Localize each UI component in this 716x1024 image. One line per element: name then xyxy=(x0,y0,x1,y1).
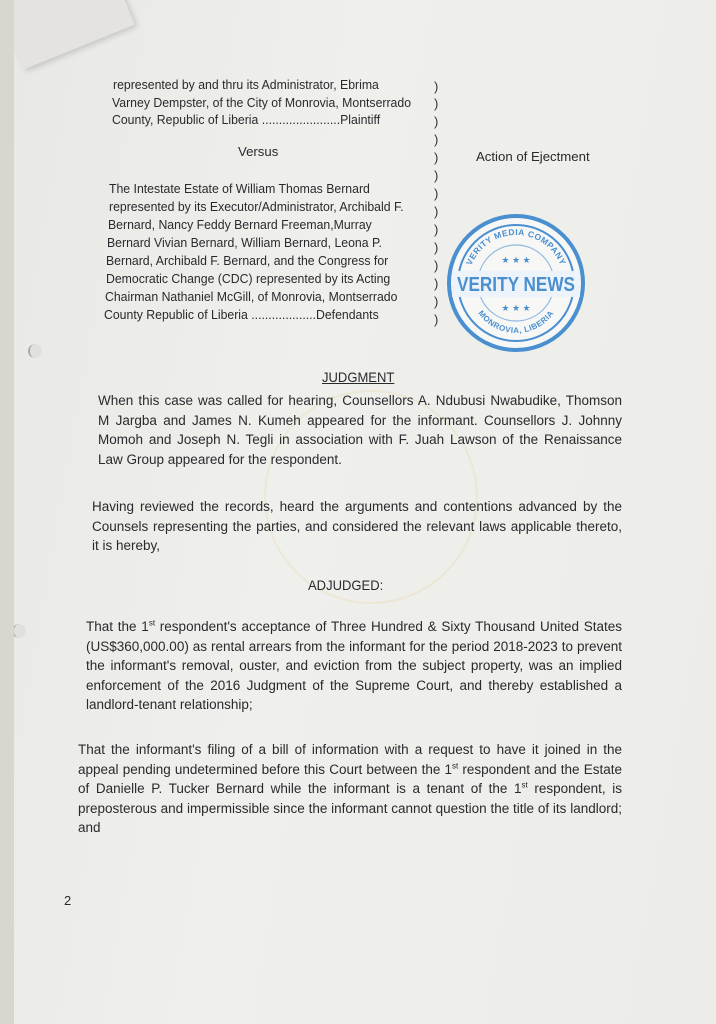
defendant-line: Bernard, Nancy Feddy Bernard Freeman,Murray xyxy=(108,217,372,232)
paragraph-rental-arrears: That the 1st respondent's acceptance of Three Hundred & Sixty Thousand United States (US$360,000.00) as rental arrears from the informant for the period 2018-2023 to prevent the informant's removal, ouster, and eviction from the subject property, was an implied enforcement of the 2016 Judgment of the Supreme Court, and thereby established a landlord-tenant relationship; xyxy=(86,618,622,713)
plaintiff-line: represented by and thru its Administrator, Ebrima xyxy=(113,77,379,92)
defendant-line: represented by its Executor/Administrator, Archibald F. xyxy=(109,199,404,214)
judgment-title: JUDGMENT xyxy=(322,369,395,385)
caption-bracket: ) xyxy=(434,276,439,291)
stamp-stars-top: ★ ★ ★ xyxy=(501,255,531,265)
punch-hole xyxy=(14,624,26,638)
paragraph-appearances: When this case was called for hearing, Counsellors A. Ndubusi Nwabudike, Thomson M Jargba and James N. Kumeh appeared for the informant. Counsellors J. Johnny Momoh and Joseph N. Tegli in association with F. Juah Lawson of the Renaissance Law Group appeared for the respondent. xyxy=(98,393,622,467)
caption-bracket: ) xyxy=(434,168,439,183)
verity-news-stamp xyxy=(446,213,586,353)
defendant-line: County Republic of Liberia ...................Defendants xyxy=(104,307,379,322)
caption-bracket: ) xyxy=(434,204,439,219)
caption-bracket: ) xyxy=(434,132,439,147)
defendant-line: Democratic Change (CDC) represented by its Acting xyxy=(106,271,391,286)
stamp-top-text: VERITY MEDIA COMPANY xyxy=(463,226,569,267)
paragraph-review: Having reviewed the records, heard the arguments and contentions advanced by the Counsels representing the parties, and considered the relevant laws applicable thereto, it is hereby, xyxy=(92,499,622,554)
punch-hole xyxy=(28,344,42,358)
paragraph-bill-of-information: That the informant's filing of a bill of information with a request to have it joined in the appeal pending undetermined before this Court between the 1st respondent and the Estate of Danielle P. Tucker Bernard while the informant is a tenant of the 1st respondent, is preposterous and impermissible since the informant cannot question the title of its landlord; and xyxy=(78,742,623,836)
versus-label: Versus xyxy=(238,144,279,159)
caption-bracket: ) xyxy=(434,240,439,255)
caption-bracket: ) xyxy=(434,79,439,94)
document-page xyxy=(14,0,716,1024)
plaintiff-line: County, Republic of Liberia .......................Plaintiff xyxy=(112,112,381,127)
defendant-line: Chairman Nathaniel McGill, of Monrovia, Montserrado xyxy=(105,289,398,304)
caption-bracket: ) xyxy=(434,222,439,237)
page-number: 2 xyxy=(64,893,72,908)
adjudged-heading: ADJUDGED: xyxy=(308,577,384,593)
stamp-main-text: VERITY NEWS xyxy=(457,274,575,296)
caption-bracket: ) xyxy=(434,96,439,111)
plaintiff-line: Varney Dempster, of the City of Monrovia, Montserrado xyxy=(112,95,412,110)
stamp-bottom-text: MONROVIA, LIBERIA xyxy=(476,308,556,336)
caption-bracket: ) xyxy=(434,312,439,327)
case-caption xyxy=(14,0,716,330)
caption-bracket: ) xyxy=(434,150,439,165)
defendant-line: The Intestate Estate of William Thomas Bernard xyxy=(109,181,370,196)
defendant-line: Bernard, Archibald F. Bernard, and the Congress for xyxy=(106,253,389,268)
stamp-stars-bottom: ★ ★ ★ xyxy=(501,303,531,313)
caption-bracket: ) xyxy=(434,294,439,309)
action-title: Action of Ejectment xyxy=(476,149,590,164)
caption-bracket: ) xyxy=(434,114,439,129)
caption-bracket: ) xyxy=(434,258,439,273)
defendant-line: Bernard Vivian Bernard, William Bernard, Leona P. xyxy=(107,235,382,250)
caption-bracket: ) xyxy=(434,186,439,201)
